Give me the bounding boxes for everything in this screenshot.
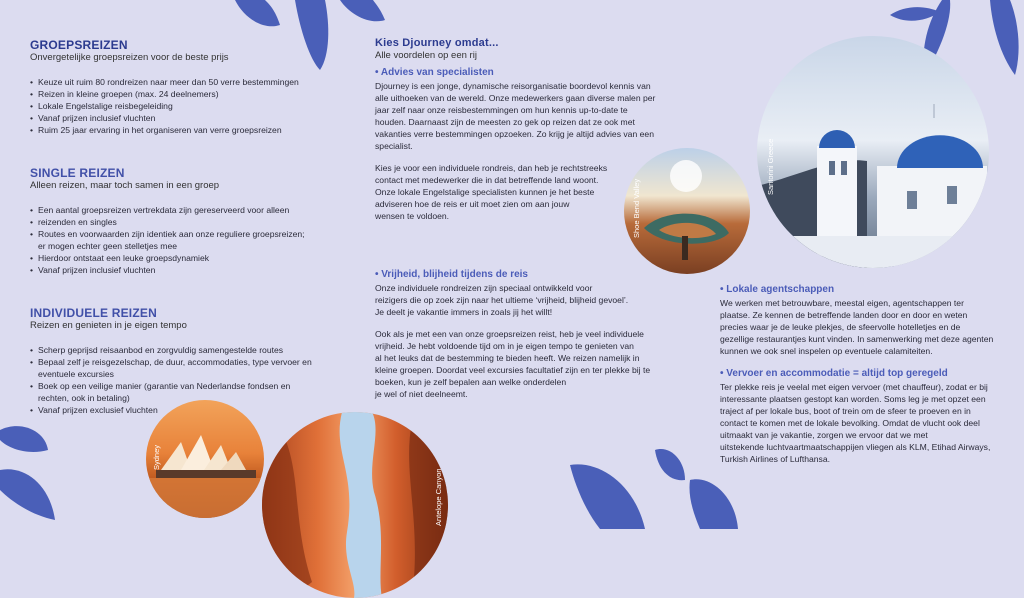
leaf-decoration-bottom-left bbox=[0, 410, 60, 529]
single-reizen-title: SINGLE REIZEN bbox=[30, 166, 125, 180]
left-column bbox=[30, 38, 320, 416]
list-item: • Boek op een veilige manier (garantie van Nederlandse fondsen en bbox=[30, 380, 320, 392]
agentschappen-paragraph: We werken met betrouwbare, meestal eigen, agentschappen ter plaatse. Ze kennen de betreffende landen door en door en weten precies waar je de leuke plekjes, de sfeervolle hotelletjes en de gezellige restaurantjes kunt vinden. In samenwerking met deze agenten kunnen we ook snel inspelen op eventuele calamiteiten. bbox=[720, 298, 994, 356]
list-item: • Vanaf prijzen inclusief vluchten bbox=[30, 112, 320, 124]
list-item: • Bepaal zelf je reisgezelschap, de duur, accommodaties, type vervoer en bbox=[30, 356, 320, 368]
list-item: • Keuze uit ruim 80 rondreizen naar meer dan 50 verre bestemmingen bbox=[30, 76, 320, 88]
antelope-canyon-photo bbox=[262, 412, 448, 598]
antelope-canyon-illustration bbox=[262, 412, 448, 598]
sydney-opera-illustration bbox=[146, 400, 264, 518]
list-item: rechten, ook in betaling) bbox=[38, 393, 130, 403]
right-column bbox=[720, 283, 1015, 475]
groepsreizen-subtitle: Onvergetelijke groepsreizen voor de beste prijs bbox=[30, 52, 229, 63]
middle-subtitle: Alle voordelen op een rij bbox=[375, 50, 477, 61]
list-item: • Een aantal groepsreizen vertrekdata zijn gereserveerd voor alleen bbox=[30, 204, 320, 216]
vervoer-paragraph: Ter plekke reis je veelal met eigen vervoer (met chauffeur), zodat er bij interessante plaatsen gestopt kan worden. Soms leg je met opzet een traject af per lokale bus, boot of trein om de sfeer te proeven en in contact te komen met de lokale bevolking. Omdat de vlucht ook deel uitmaakt van je vakantie, zorgen we ervoor dat we met uitstekende luchtvaartmaatschappijen vliegen als KLM, Etihad Airways, Turkish Airlines of Lufthansa. bbox=[720, 382, 991, 464]
santorini-caption: Santorini Greece bbox=[766, 138, 775, 195]
list-item: • Routes en voorwaarden zijn identiek aan onze reguliere groepsreizen; bbox=[30, 228, 320, 240]
horseshoe-bend-photo bbox=[624, 148, 750, 274]
list-item: • Lokale Engelstalige reisbegeleiding bbox=[30, 100, 320, 112]
leaf-decoration-bottom-right bbox=[560, 440, 740, 529]
santorini-illustration bbox=[757, 36, 989, 268]
vrijheid-paragraph-2: Ook als je met een van onze groepsreizen reist, heb je veel individuele vrijheid. Je hebt voldoende tijd om in je eigen tempo te genieten van al het leuks dat de bestemming te bieden heeft. We reizen namelijk in kleine groepen. Doordat veel excursies facultatief zijn en ter plekke bij te boeken, kun je zelf bepalen aan welke onderdelen je wel of niet deelneemt. bbox=[375, 329, 651, 399]
middle-column-lower bbox=[375, 268, 675, 410]
list-item: • Vanaf prijzen inclusief vluchten bbox=[30, 264, 320, 276]
list-item: • Vanaf prijzen exclusief vluchten bbox=[30, 404, 320, 416]
horseshoe-illustration bbox=[624, 148, 750, 274]
groepsreizen-list bbox=[30, 76, 320, 136]
sydney-photo bbox=[146, 400, 264, 518]
horseshoe-bend-caption: Shoe Bend Valley bbox=[632, 178, 641, 238]
single-reizen-list bbox=[30, 204, 320, 276]
advies-paragraph-1: Djourney is een jonge, dynamische reisorganisatie boordevol kennis van alle uithoeken van de wereld. Onze medewerkers gaan diverse malen per jaar zelf naar onze reisbestemmingen om hun kennis up-to-date te houden. Daarnaast zijn de meesten zo gek op reizen dat ze ook met vakanties verre bestemmingen opzoeken. Zo krijg je altijd advies van een specialist. bbox=[375, 81, 656, 151]
list-item: eventuele excursies bbox=[38, 369, 114, 379]
vrijheid-heading: • Vrijheid, blijheid tijdens de reis bbox=[375, 269, 528, 280]
sydney-caption: Sydney bbox=[152, 444, 161, 470]
list-item: er mogen echter geen stelletjes mee bbox=[38, 241, 178, 251]
list-item: • Scherp geprijsd reisaanbod en zorgvuldig samengestelde routes bbox=[30, 344, 320, 356]
groepsreizen-title: GROEPSREIZEN bbox=[30, 38, 128, 52]
individuele-reizen-list bbox=[30, 344, 320, 416]
vervoer-heading: • Vervoer en accommodatie = altijd top geregeld bbox=[720, 368, 948, 379]
advies-paragraph-2: Kies je voor een individuele rondreis, dan heb je rechtstreeks contact met medewerker die in dat betreffende land woont. Onze lokale Engelstalige specialisten kunnen je het beste adviseren hoe de reis er uit moet zien om aan jouw wensen te voldoen. bbox=[375, 163, 608, 221]
middle-title: Kies Djourney omdat... bbox=[375, 37, 499, 49]
santorini-photo bbox=[757, 36, 989, 268]
list-item: • Hierdoor ontstaat een leuke groepsdynamiek bbox=[30, 252, 320, 264]
individuele-reizen-subtitle: Reizen en genieten in je eigen tempo bbox=[30, 320, 187, 331]
advies-heading: • Advies van specialisten bbox=[375, 67, 494, 78]
single-reizen-subtitle: Alleen reizen, maar toch samen in een groep bbox=[30, 180, 220, 191]
individuele-reizen-title: INDIVIDUELE REIZEN bbox=[30, 306, 157, 320]
list-item: • Ruim 25 jaar ervaring in het organiseren van verre groepsreizen bbox=[30, 124, 320, 136]
vrijheid-paragraph-1: Onze individuele rondreizen zijn speciaal ontwikkeld voor reizigers die op zoek zijn naar het ultieme ‘vrijheid, blijheid gevoel’. Je deelt je vakantie immers in zoals jij het willt! bbox=[375, 283, 629, 317]
agentschappen-heading: • Lokale agentschappen bbox=[720, 284, 835, 295]
antelope-canyon-caption: Antelope Canyon bbox=[434, 468, 443, 526]
list-item: • Reizen in kleine groepen (max. 24 deelnemers) bbox=[30, 88, 320, 100]
list-item: • reizenden en singles bbox=[30, 216, 320, 228]
